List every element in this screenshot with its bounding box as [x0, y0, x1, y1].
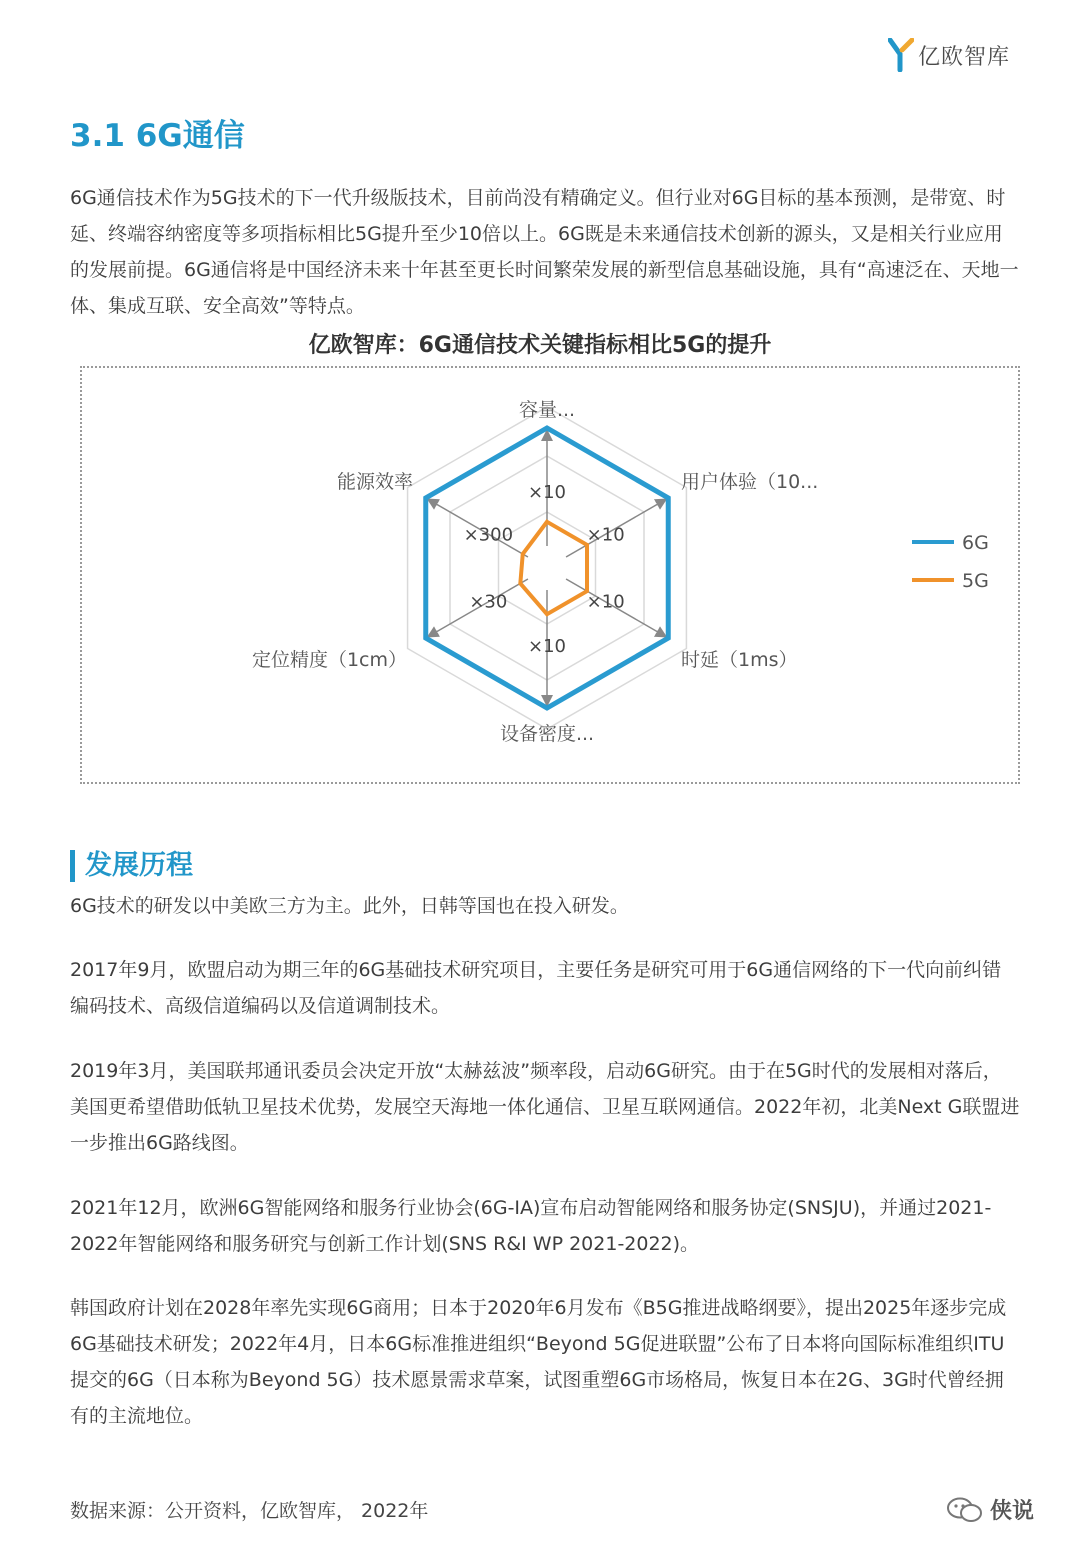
watermark-text: 侠说	[990, 1499, 1035, 1524]
section-title: 3.1 6G通信	[70, 118, 245, 154]
radar-axis-label-3: 时延（1ms）	[681, 649, 798, 671]
radar-multiplier-label-5: ×30	[469, 591, 508, 613]
history-paragraph-3: 2019年3月，美国联邦通讯委员会决定开放“太赫兹波”频率段，启动6G研究。由于在5G时代的发展相对落后，美国更希望借助低轨卫星技术优势，发展空天海地一体化通信、卫星互联网通信。2022年初，北美Next G联盟进一步推出6G路线图。	[70, 1060, 1020, 1154]
radar-multiplier-label-1: ×10	[528, 482, 566, 503]
radar-multiplier-label-6: ×300	[463, 524, 514, 546]
logo-mark-icon	[888, 38, 914, 72]
legend-label-6G: 6G	[962, 532, 989, 554]
radar-axis-label-2: 用户体验（10...	[681, 471, 819, 493]
data-source: 数据来源：公开资料，亿欧智库， 2022年	[70, 1500, 429, 1522]
chart-title: 亿欧智库：6G通信技术关键指标相比5G的提升	[308, 333, 772, 358]
intro-paragraph: 6G通信技术作为5G技术的下一代升级版技术，目前尚没有精确定义。但行业对6G目标的基本预测，是带宽、时延、终端容纳密度等多项指标相比5G提升至少10倍以上。6G既是未来通信技术创新的源头，又是相关行业应用的发展前提。6G通信将是中国经济未来十年甚至更长时间繁荣发展的新型信息基础设施，具有“高速泛在、天地一体、集成互联、安全高效”等特点。	[70, 187, 1019, 317]
radar-chart-container	[80, 366, 1020, 784]
radar-multiplier-label-3: ×10	[586, 591, 625, 613]
radar-multiplier-label-2: ×10	[586, 524, 625, 546]
logo-text: 亿欧智库	[918, 44, 1011, 70]
history-paragraph-4: 2021年12月，欧洲6G智能网络和服务行业协会(6G-IA)宣布启动智能网络和服务协定(SNSJU)，并通过2021-2022年智能网络和服务研究与创新工作计划(SNS R&I WP 2021-2022)。	[70, 1197, 992, 1255]
radar-series-5G	[520, 522, 587, 614]
radar-axis-label-6: 能源效率	[336, 471, 413, 493]
radar-axis-label-5: 定位精度（1cm）	[251, 649, 407, 671]
history-paragraph-2: 2017年9月，欧盟启动为期三年的6G基础技术研究项目，主要任务是研究可用于6G通信网络的下一代向前纠错编码技术、高级信道编码以及信道调制技术。	[70, 959, 1002, 1017]
radar-axis-label-4: 设备密度...	[499, 723, 595, 745]
brand-logo	[888, 38, 1010, 72]
history-paragraph-5: 韩国政府计划在2028年率先实现6G商用；日本于2020年6月发布《B5G推进战略纲要》，提出2025年逐步完成6G基础技术研发；2022年4月，日本6G标准推进组织“Beyond 5G促进联盟”公布了日本将向国际标准组织ITU提交的6G（日本称为Beyond 5G）技术愿景需求草案，试图重塑6G市场格局，恢复日本在2G、3G时代曾经拥有的主流地位。	[70, 1297, 1007, 1427]
radar-axis-label-1: 容量...	[518, 399, 576, 421]
radar-chart	[82, 368, 1018, 782]
watermark	[946, 1494, 1034, 1525]
wechat-icon	[946, 1496, 984, 1524]
legend-label-5G: 5G	[962, 570, 989, 592]
history-heading: 发展历程	[70, 850, 193, 882]
radar-multiplier-label-4: ×10	[528, 636, 566, 657]
history-paragraph-1: 6G技术的研发以中美欧三方为主。此外，日韩等国也在投入研发。	[70, 895, 629, 917]
